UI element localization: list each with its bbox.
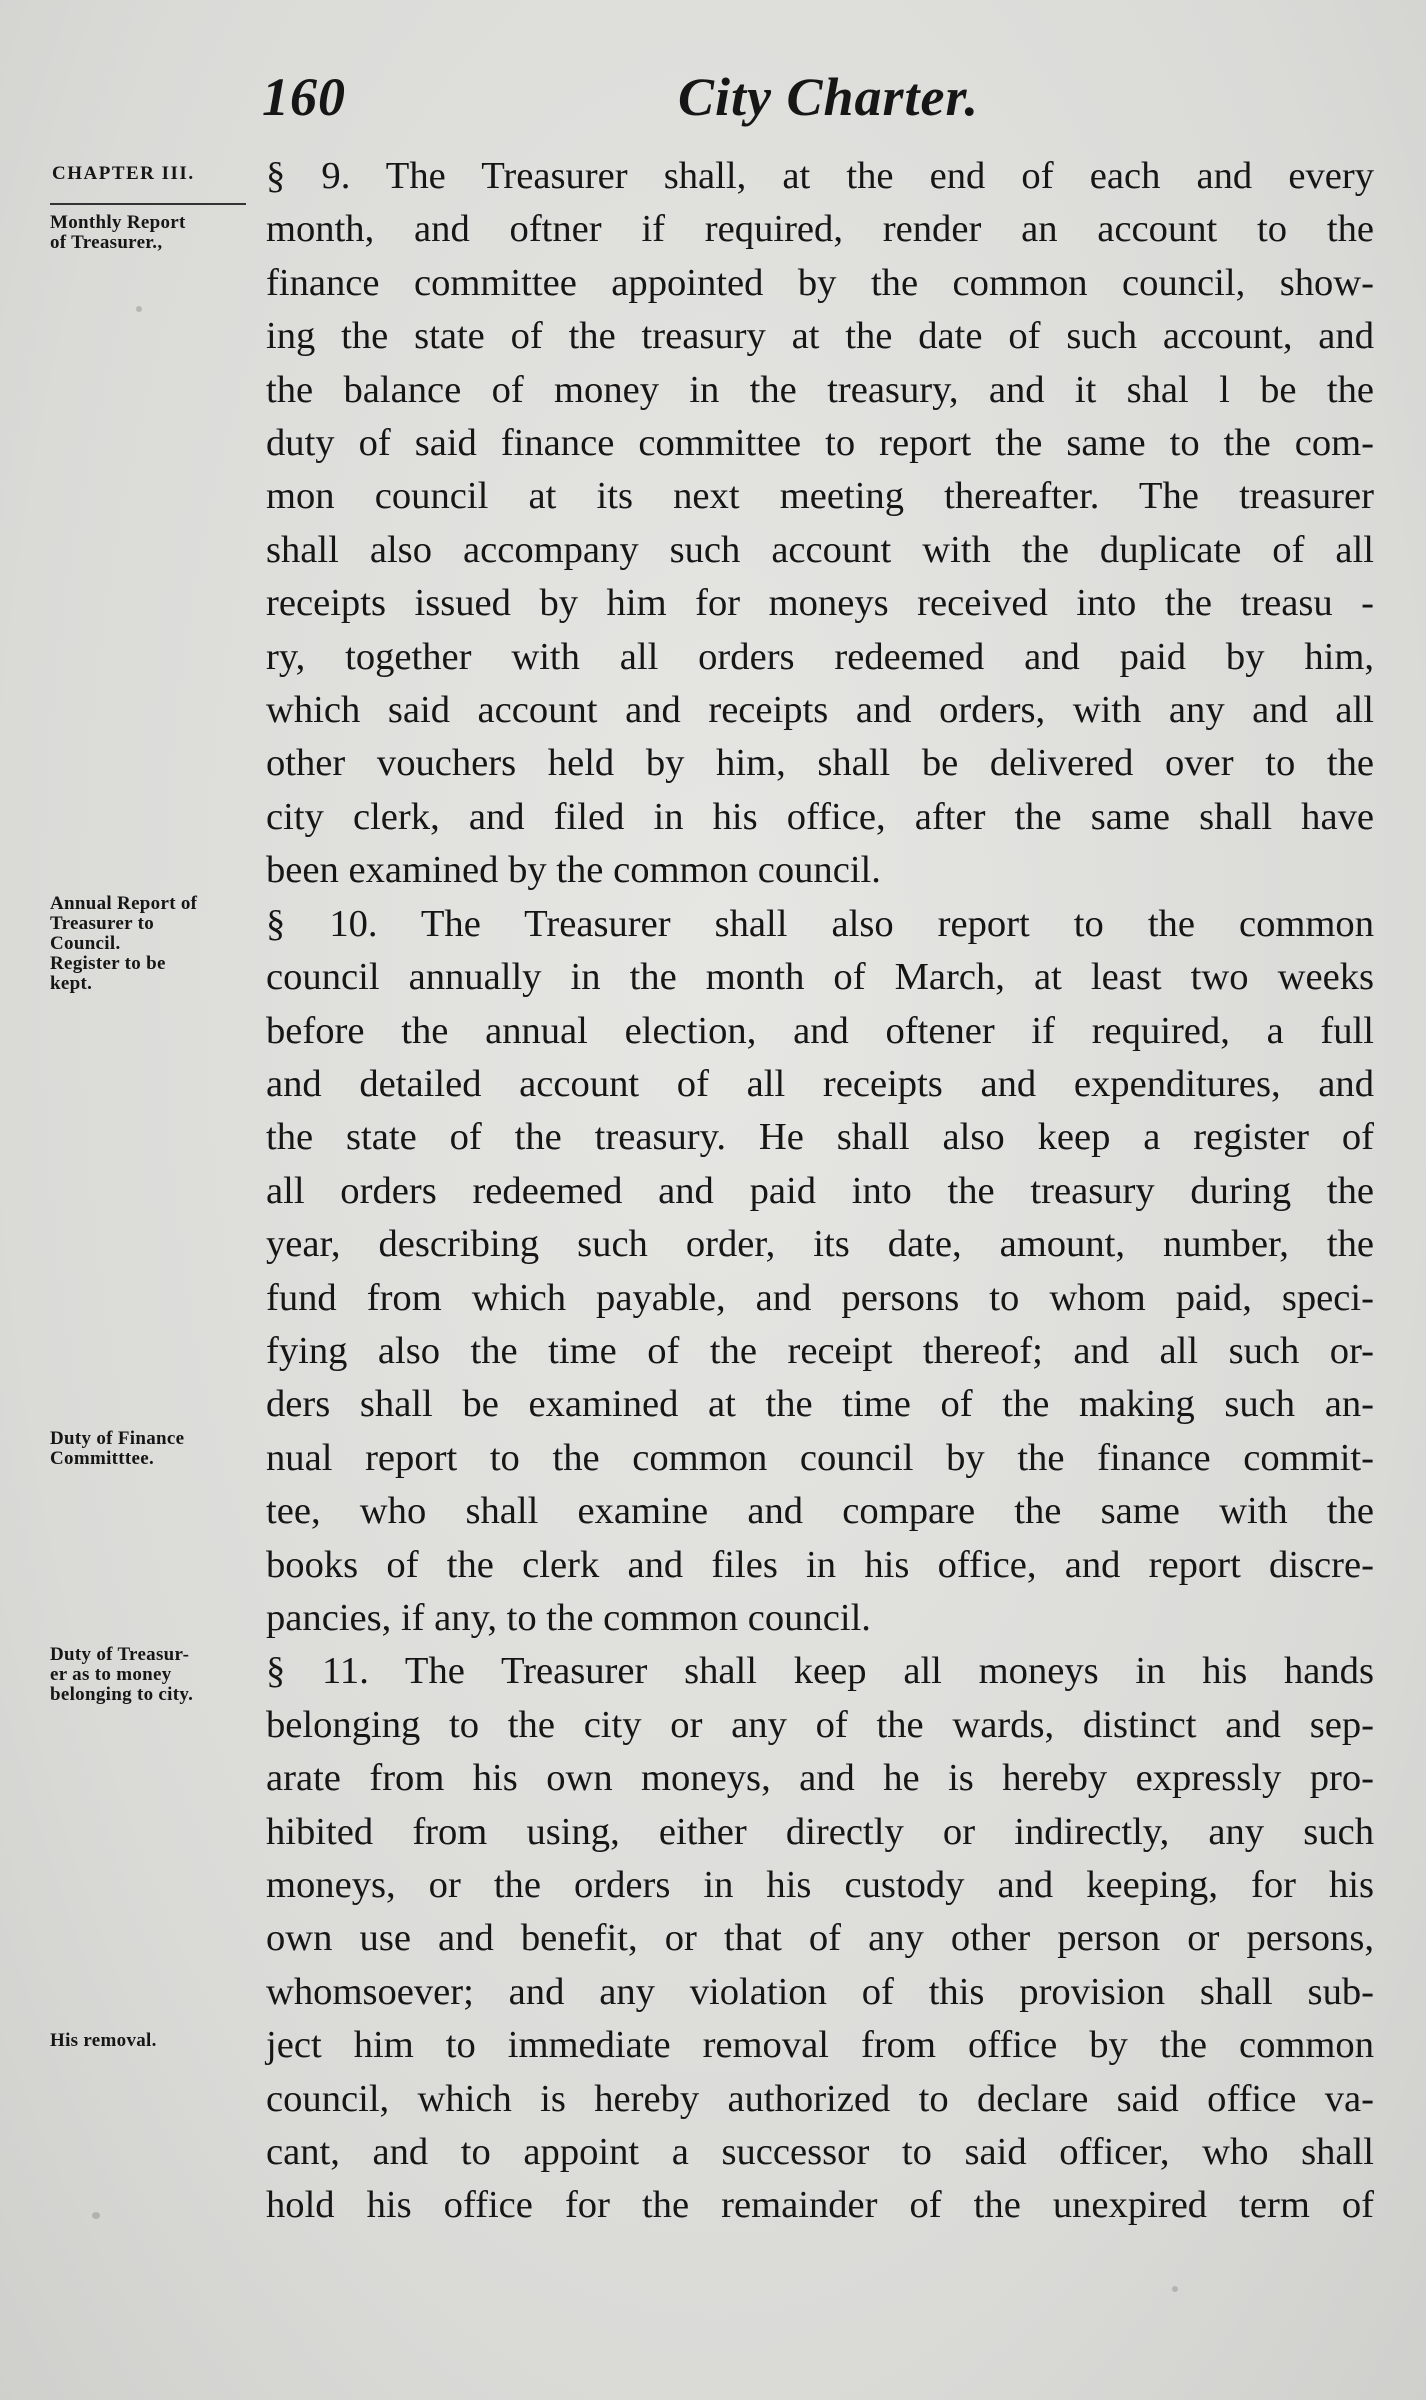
body-text — [266, 150, 1374, 2233]
text-line: arate from his own moneys, and he is hereby expressly pro- — [266, 1757, 1374, 1800]
text-line: tee, who shall examine and compare the same with the — [266, 1490, 1374, 1533]
text-line: § 9. The Treasurer shall, at the end of each and every — [266, 155, 1374, 197]
side-note-duty-treasurer: Duty of Treasur- er as to money belonging to city. — [50, 1644, 194, 1705]
text-line: been examined by the common council. — [266, 849, 881, 892]
text-line: hibited from using, either directly or indirectly, any such — [266, 1810, 1374, 1853]
running-title: City Charter. — [678, 67, 980, 127]
side-note-his-removal: His removal. — [50, 2030, 157, 2051]
text-line: council annually in the month of March, at least two weeks — [266, 956, 1374, 999]
text-line: ject him to immediate removal from office by the common — [266, 2024, 1374, 2067]
paper-speck — [136, 306, 142, 312]
text-line: ing the state of the treasury at the date of such account, and — [266, 315, 1374, 358]
text-line: council, which is hereby authorized to declare said office va- — [266, 2077, 1374, 2120]
chapter-label: CHAPTER III. — [52, 163, 195, 184]
text-line: before the annual election, and oftener if required, a full — [266, 1009, 1374, 1052]
chapter-rule — [50, 203, 246, 205]
text-line: § 11. The Treasurer shall keep all moneys in his hands — [266, 1650, 1374, 1693]
text-line: whomsoever; and any violation of this provision shall sub- — [266, 1970, 1374, 2013]
text-line: books of the clerk and files in his office, and report discre- — [266, 1543, 1374, 1586]
side-note-annual-report: Annual Report of Treasurer to Council. Register to be kept. — [50, 893, 198, 994]
side-note-monthly-report: Monthly Report of Treasurer., — [50, 212, 186, 253]
text-line: receipts issued by him for moneys received into the treasu - — [266, 582, 1374, 625]
text-line: fying also the time of the receipt thereof; and all such or- — [266, 1329, 1374, 1372]
text-line: year, describing such order, its date, amount, number, the — [266, 1223, 1374, 1266]
text-line: finance committee appointed by the common council, show- — [266, 261, 1374, 304]
paper-speck — [92, 2212, 100, 2219]
text-line: ry, together with all orders redeemed and paid by him, — [266, 635, 1374, 678]
page-header — [0, 66, 1426, 136]
text-line: § 10. The Treasurer shall also report to the common — [266, 902, 1374, 945]
text-line: month, and oftner if required, render an account to the — [266, 208, 1374, 251]
side-note-duty-finance: Duty of Finance Committtee. — [50, 1428, 185, 1469]
text-line: nual report to the common council by the finance commit- — [266, 1436, 1374, 1479]
text-line: hold his office for the remainder of the unexpired term of — [266, 2184, 1374, 2227]
text-line: city clerk, and filed in his office, after the same shall have — [266, 795, 1374, 838]
text-line: which said account and receipts and orders, with any and all — [266, 689, 1374, 732]
text-line: and detailed account of all receipts and expenditures, and — [266, 1062, 1374, 1105]
text-line: the state of the treasury. He shall also keep a register of — [266, 1116, 1374, 1159]
text-line: mon council at its next meeting thereafter. The treasurer — [266, 475, 1374, 518]
text-line: duty of said finance committee to report the same to the com- — [266, 422, 1374, 465]
text-line: other vouchers held by him, shall be delivered over to the — [266, 742, 1374, 785]
text-line: moneys, or the orders in his custody and keeping, for his — [266, 1864, 1374, 1906]
text-line: all orders redeemed and paid into the treasury during the — [266, 1169, 1374, 1212]
text-line: ders shall be examined at the time of the making such an- — [266, 1383, 1374, 1426]
text-line: cant, and to appoint a successor to said officer, who shall — [266, 2131, 1374, 2174]
text-line: belonging to the city or any of the wards, distinct and sep- — [266, 1703, 1374, 1746]
text-line: shall also accompany such account with the duplicate of all — [266, 528, 1374, 571]
text-line: own use and benefit, or that of any other person or persons, — [266, 1917, 1374, 1960]
text-line: the balance of money in the treasury, and it shal l be the — [266, 368, 1374, 411]
text-line: pancies, if any, to the common council. — [266, 1596, 871, 1639]
page-number: 160 — [262, 67, 346, 127]
text-line: fund from which payable, and persons to whom paid, speci- — [266, 1276, 1374, 1319]
paper-speck — [1172, 2286, 1178, 2292]
